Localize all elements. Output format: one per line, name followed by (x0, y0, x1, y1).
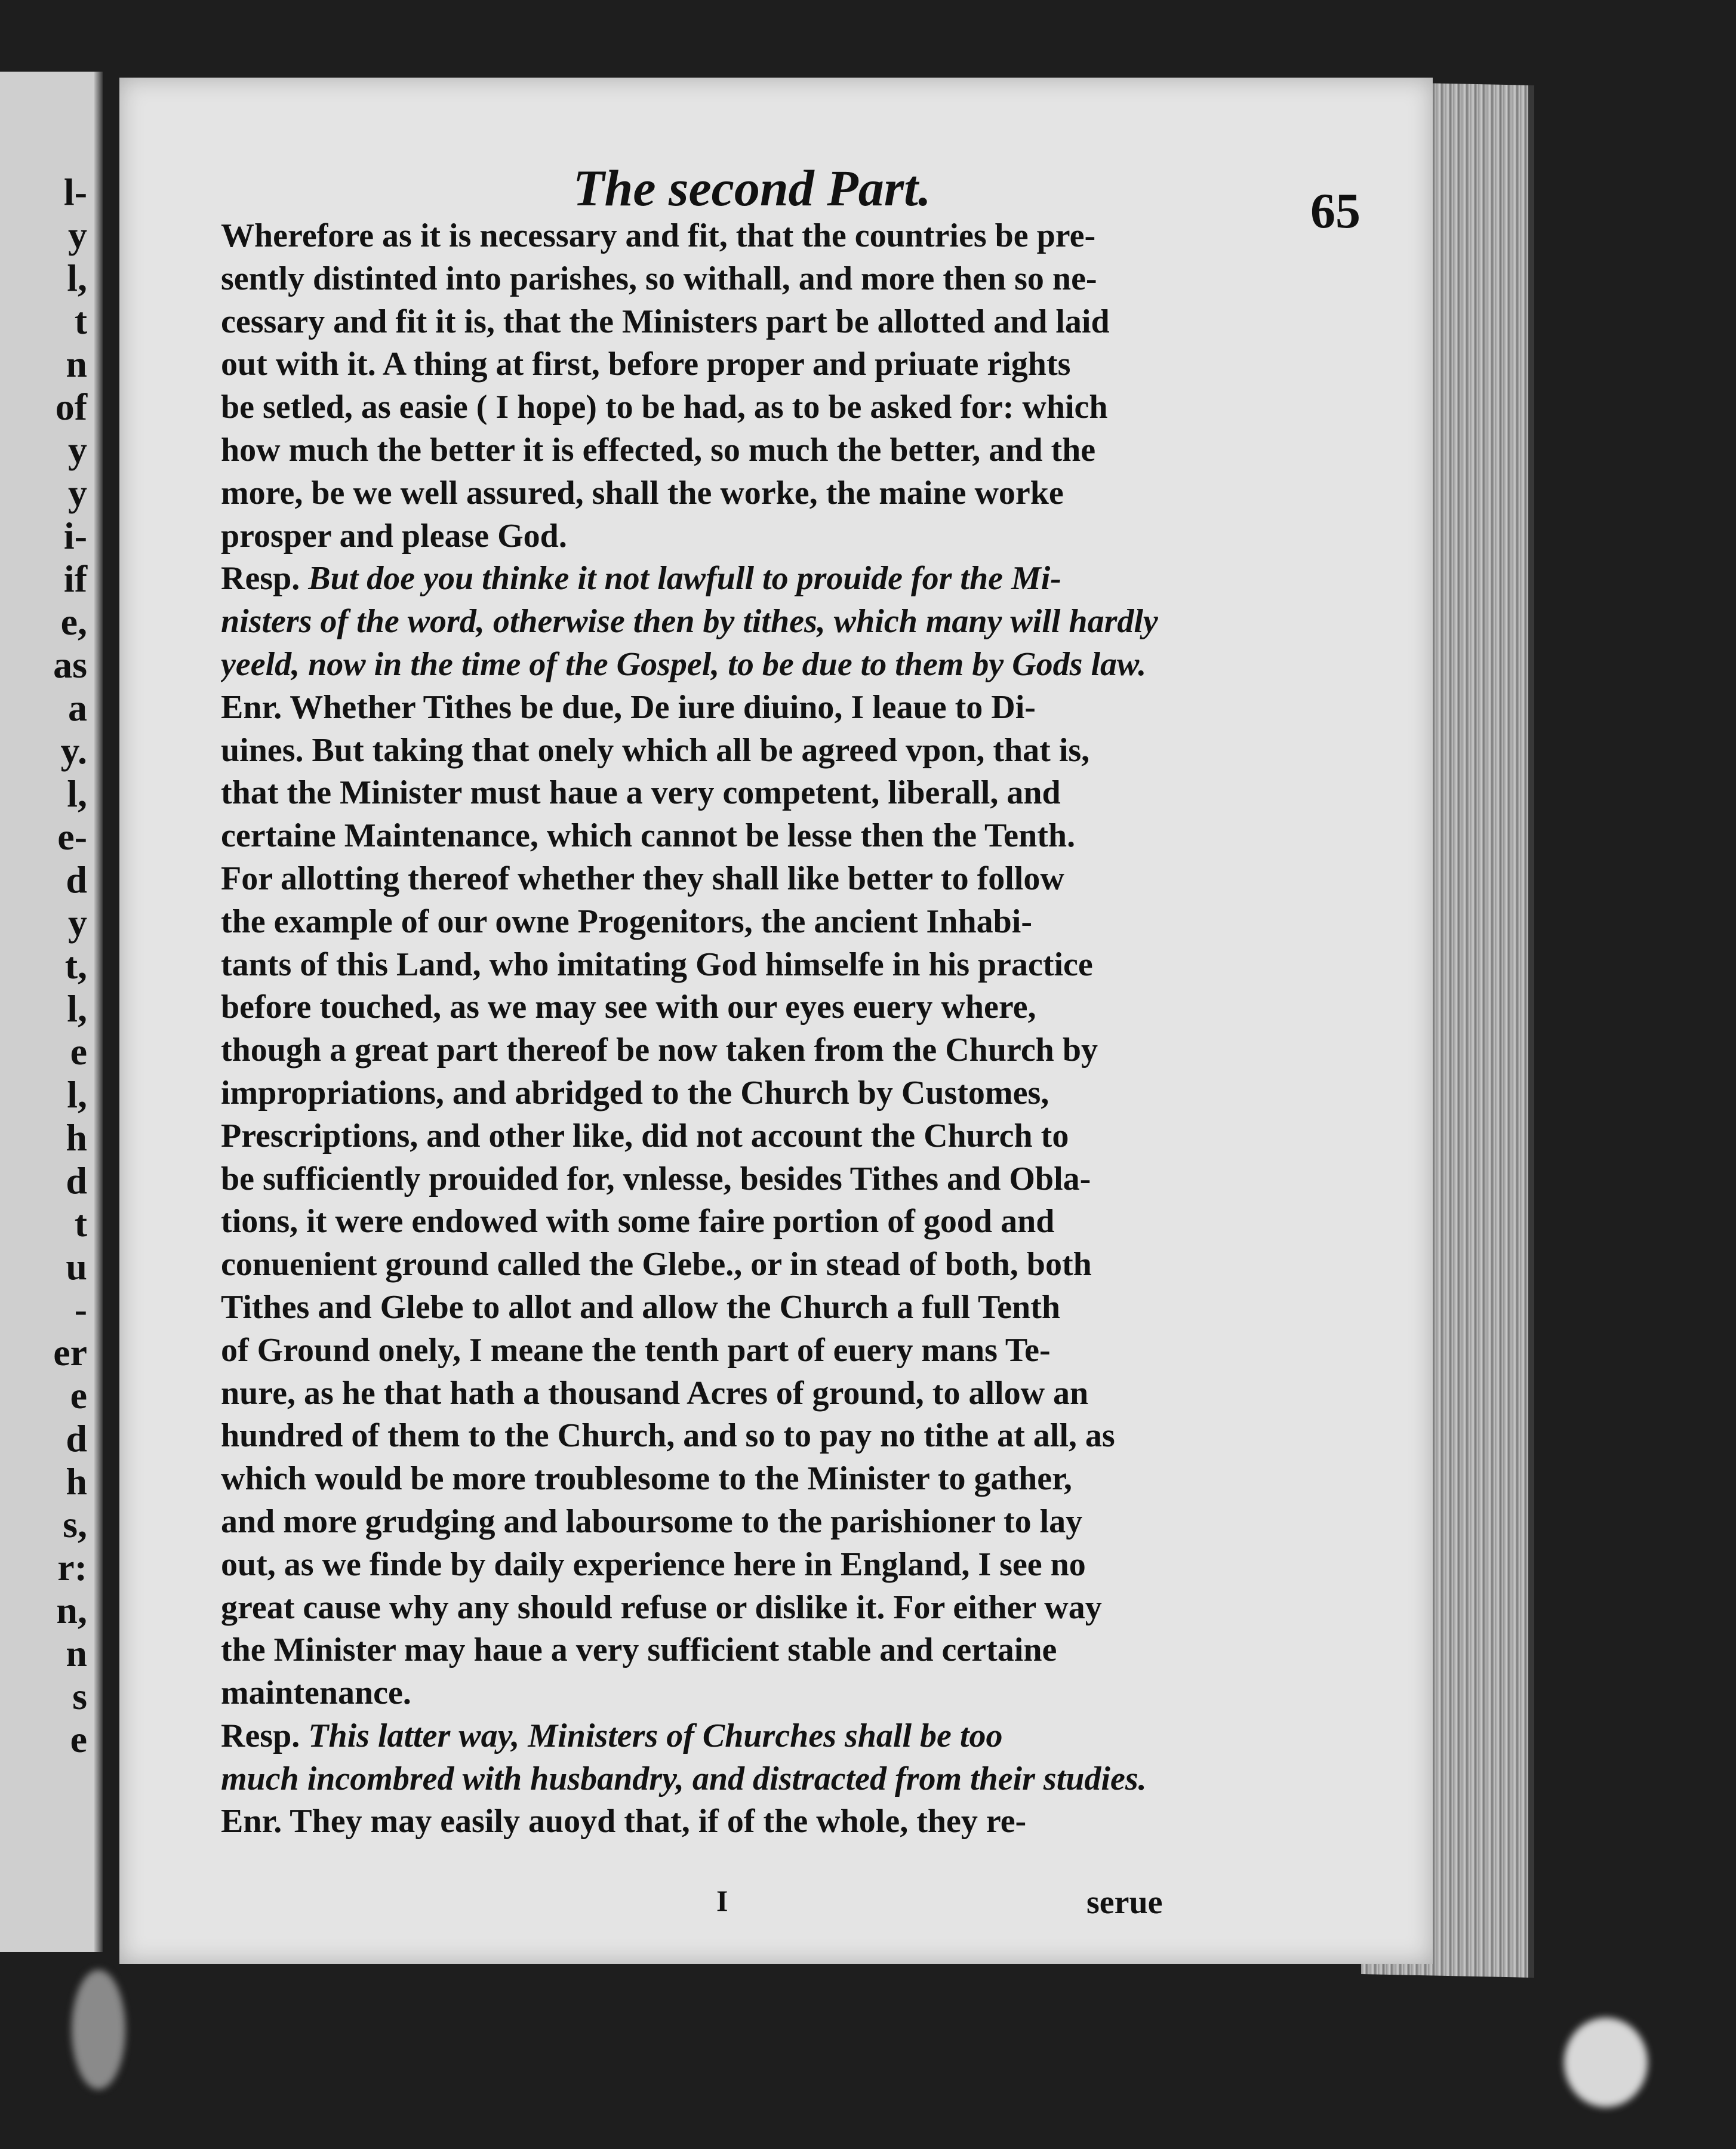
line-text: nisters of the word, otherwise then by tithes, which many will hardly (221, 603, 1158, 641)
text-line (221, 215, 1224, 258)
previous-page-fragment: l, (67, 987, 87, 1030)
line-text: certaine Maintenance, which cannot be lesse then the Tenth. (221, 817, 1076, 855)
previous-page-fragment: s, (63, 1503, 87, 1545)
line-text: great cause why any should refuse or dislike it. For either way (221, 1588, 1102, 1626)
text-line (221, 686, 1224, 729)
previous-page-fragment: n, (56, 1589, 87, 1631)
previous-page-fragment: n (66, 343, 87, 385)
previous-page-fragment: e, (60, 601, 87, 643)
line-text: impropriations, and abridged to the Church by Customes, (221, 1074, 1049, 1112)
text-line (221, 729, 1224, 772)
previous-page-fragment: er (53, 1331, 87, 1374)
line-text: tants of this Land, who imitating God himselfe in his practice (221, 946, 1093, 983)
line-text: yeeld, now in the time of the Gospel, to be due to them by Gods law. (221, 645, 1147, 683)
speaker-label: Resp. (221, 560, 309, 598)
book-gutter (94, 72, 103, 1952)
running-title: The second Part. (573, 159, 931, 217)
text-line (221, 1715, 1224, 1758)
text-line (221, 515, 1224, 558)
text-line (221, 858, 1224, 901)
catchword: serue (1086, 1884, 1163, 1921)
previous-page-fragment: e (70, 1374, 87, 1417)
previous-page-fragment: d (66, 1159, 87, 1202)
previous-page-fragment: a (68, 686, 87, 729)
page-body-text (221, 215, 1224, 1843)
previous-page-fragment: - (74, 1288, 87, 1331)
previous-page-fragment: y (68, 472, 87, 514)
line-text: though a great part thereof be now taken from the Church by (221, 1032, 1098, 1069)
previous-page-fragment: i- (63, 515, 87, 557)
line-text: which would be more troublesome to the Minister to gather, (221, 1460, 1072, 1498)
text-line (221, 1672, 1224, 1715)
line-text: Wherefore as it is necessary and fit, that the countries be pre- (221, 217, 1096, 254)
previous-page-fragment: as (53, 644, 87, 686)
text-line (221, 1329, 1224, 1372)
text-line (221, 386, 1224, 429)
line-text: But doe you thinke it not lawfull to prouide for the Mi- (308, 560, 1061, 598)
line-text: that the Minister must haue a very competent, liberall, and (221, 774, 1061, 812)
text-line (221, 1458, 1224, 1501)
line-text: the example of our owne Progenitors, the ancient Inhabi- (221, 903, 1032, 940)
text-line (221, 558, 1224, 601)
text-line (221, 772, 1224, 815)
line-text: For allotting thereof whether they shall like better to follow (221, 860, 1064, 897)
previous-page-fragment: n (66, 1632, 87, 1674)
line-text: Prescriptions, and other like, did not account the Church to (221, 1117, 1069, 1154)
line-text: much incombred with husbandry, and distracted from their studies. (221, 1760, 1147, 1797)
line-text: be sufficiently prouided for, vnlesse, besides Tithes and Obla- (221, 1160, 1091, 1197)
line-text: more, be we well assured, shall the worke, the maine worke (221, 474, 1064, 512)
previous-page-fragment: of (55, 386, 87, 428)
line-text: conuenient ground called the Glebe., or in stead of both, both (221, 1246, 1092, 1283)
line-text: They may easily auoyd that, if of the whole, they re- (290, 1803, 1027, 1840)
line-text: out, as we finde by daily experience here in England, I see no (221, 1545, 1086, 1583)
text-line (221, 258, 1224, 301)
line-text: prosper and please God. (221, 517, 567, 555)
line-text: tions, it were endowed with some faire portion of good and (221, 1203, 1055, 1240)
text-line (221, 815, 1224, 858)
text-line (221, 901, 1224, 944)
previous-page-fragment: e- (57, 815, 87, 858)
signature-mark: I (716, 1884, 728, 1917)
previous-page-fragment: t, (64, 944, 87, 987)
speaker-label: Enr. (221, 1803, 290, 1840)
text-line (221, 1372, 1224, 1415)
text-line (221, 429, 1224, 472)
previous-page-fragment: y. (60, 729, 87, 772)
text-line (221, 1286, 1224, 1329)
stain-mark (1564, 2018, 1648, 2107)
previous-page-fragment: s (72, 1675, 87, 1717)
previous-page-fragment: e (70, 1030, 87, 1073)
previous-page-fragment: y (68, 429, 87, 471)
previous-page-fragment: h (66, 1116, 87, 1159)
previous-page-fragment: l- (63, 171, 87, 213)
text-line (221, 1200, 1224, 1243)
text-line (221, 1158, 1224, 1201)
previous-page-fragment: d (66, 858, 87, 901)
text-line (221, 601, 1224, 644)
previous-page-fragment: h (66, 1460, 87, 1503)
text-line (221, 1115, 1224, 1158)
text-line (221, 644, 1224, 686)
text-line (221, 1501, 1224, 1544)
line-text: Whether Tithes be due, De iure diuino, I leaue to Di- (290, 688, 1036, 726)
previous-page-fragment: l, (67, 1073, 87, 1116)
previous-page-fragment: d (66, 1417, 87, 1460)
previous-page-fragment: y (68, 901, 87, 944)
previous-page-fragment: l, (67, 257, 87, 299)
line-text: be setled, as easie ( I hope) to be had, as to be asked for: which (221, 389, 1108, 426)
previous-page-fragment: u (66, 1245, 87, 1288)
line-text: nure, as he that hath a thousand Acres of ground, to allow an (221, 1374, 1089, 1412)
previous-page-fragment: e (70, 1718, 87, 1760)
previous-page-fragment: l, (67, 772, 87, 815)
speaker-label: Resp. (221, 1717, 309, 1754)
text-line (221, 1758, 1224, 1801)
line-text: before touched, as we may see with our eyes euery where, (221, 989, 1036, 1026)
text-line (221, 1072, 1224, 1115)
speaker-label: Enr. (221, 688, 290, 726)
page-number: 65 (1310, 183, 1361, 239)
text-line (221, 1415, 1224, 1458)
line-text: how much the better it is effected, so much the better, and the (221, 431, 1096, 469)
line-text: Tithes and Glebe to allot and allow the Church a full Tenth (221, 1288, 1060, 1326)
previous-page-fragment: t (74, 1202, 87, 1245)
text-line (221, 301, 1224, 344)
text-line (221, 1629, 1224, 1672)
text-line (221, 1544, 1224, 1587)
line-text: of Ground onely, I meane the tenth part of euery mans Te- (221, 1331, 1051, 1369)
stain-mark-left (72, 1970, 125, 2089)
previous-page-fragment: r: (57, 1546, 87, 1588)
text-line (221, 1587, 1224, 1630)
previous-page-edge (0, 72, 103, 1952)
line-text: cessary and fit it is, that the Ministers part be allotted and laid (221, 303, 1110, 340)
line-text: maintenance. (221, 1674, 411, 1712)
previous-page-fragment: t (74, 300, 87, 342)
line-text: uines. But taking that onely which all be agreed vpon, that is, (221, 731, 1090, 769)
previous-page-fragment: y (68, 214, 87, 256)
line-text: out with it. A thing at first, before proper and priuate rights (221, 346, 1071, 383)
line-text: the Minister may haue a very sufficient stable and certaine (221, 1631, 1057, 1669)
text-line (221, 343, 1224, 386)
line-text: hundred of them to the Church, and so to pay no tithe at all, as (221, 1417, 1115, 1455)
line-text: and more grudging and laboursome to the parishioner to lay (221, 1503, 1083, 1540)
previous-page-fragment: if (63, 558, 87, 600)
text-line (221, 472, 1224, 515)
text-line (221, 1800, 1224, 1843)
text-line (221, 1243, 1224, 1286)
text-line (221, 1029, 1224, 1072)
text-line (221, 944, 1224, 987)
text-line (221, 986, 1224, 1029)
line-text: This latter way, Ministers of Churches shall be too (308, 1717, 1003, 1754)
line-text: sently distinted into parishes, so withall, and more then so ne- (221, 260, 1097, 297)
